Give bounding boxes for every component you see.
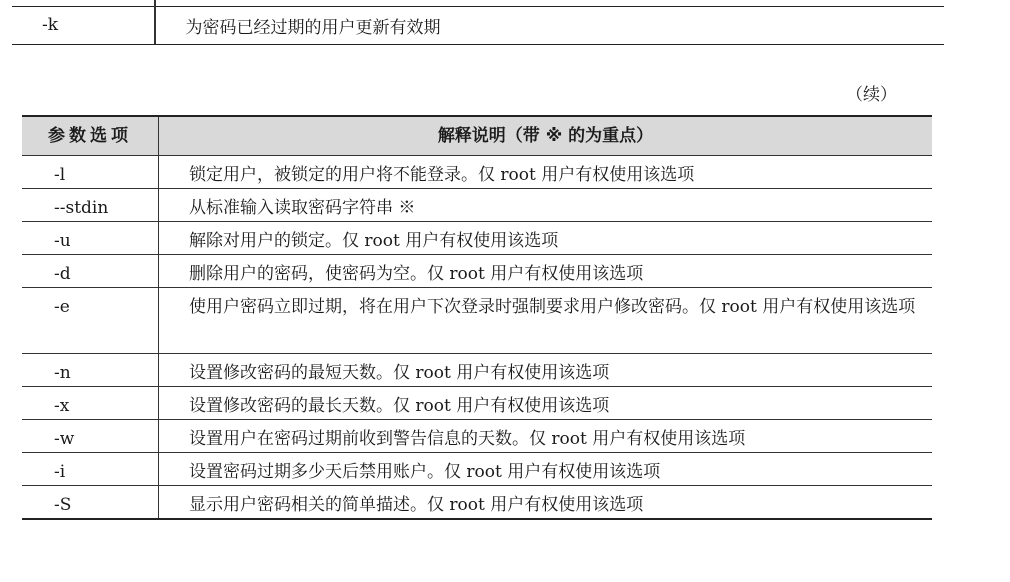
table-row — [12, 0, 944, 44]
table-row — [22, 486, 932, 520]
table-row — [22, 354, 932, 387]
table-header-row — [22, 116, 932, 156]
option-cell: --stdin — [22, 189, 159, 222]
description-cell: 使用户密码立即过期，将在用户下次登录时强制要求用户修改密码。仅 root 用户有权使用该选项 — [159, 288, 933, 354]
table-row — [22, 420, 932, 453]
option-cell: -l — [22, 156, 159, 189]
description-cell: 设置修改密码的最长天数。仅 root 用户有权使用该选项 — [159, 387, 933, 420]
description-cell: 锁定用户，被锁定的用户将不能登录。仅 root 用户有权使用该选项 — [159, 156, 933, 189]
description-cell: 设置用户在密码过期前收到警告信息的天数。仅 root 用户有权使用该选项 — [159, 420, 933, 453]
option-cell: -k — [12, 0, 155, 44]
description-cell: 设置修改密码的最短天数。仅 root 用户有权使用该选项 — [159, 354, 933, 387]
previous-table-fragment — [12, 0, 944, 44]
table-row — [22, 189, 932, 222]
description-cell: 为密码已经过期的用户更新有效期 — [185, 17, 441, 38]
description-cell: 设置密码过期多少天后禁用账户。仅 root 用户有权使用该选项 — [159, 453, 933, 486]
continued-label: （续） — [846, 85, 897, 105]
description-cell: 从标准输入读取密码字符串 ※ — [159, 189, 933, 222]
option-cell: -x — [22, 387, 159, 420]
table-row — [22, 222, 932, 255]
table-row — [22, 156, 932, 189]
option-cell: -u — [22, 222, 159, 255]
description-cell: 显示用户密码相关的简单描述。仅 root 用户有权使用该选项 — [159, 486, 933, 520]
option-cell: -e — [22, 288, 159, 354]
option-cell: -S — [22, 486, 159, 520]
header-description: 解释说明（带 ※ 的为重点） — [159, 116, 933, 156]
option-cell: -i — [22, 453, 159, 486]
description-cell: 删除用户的密码，使密码为空。仅 root 用户有权使用该选项 — [159, 255, 933, 288]
header-option: 参数选项 — [22, 116, 159, 156]
option-cell: -d — [22, 255, 159, 288]
description-cell: 解除对用户的锁定。仅 root 用户有权使用该选项 — [159, 222, 933, 255]
table-row — [22, 288, 932, 354]
option-cell: -w — [22, 420, 159, 453]
previous-table-bottom-rule — [12, 44, 944, 45]
options-table — [22, 115, 932, 520]
table-row — [22, 387, 932, 420]
option-cell: -n — [22, 354, 159, 387]
table-row — [22, 453, 932, 486]
table-row — [22, 255, 932, 288]
